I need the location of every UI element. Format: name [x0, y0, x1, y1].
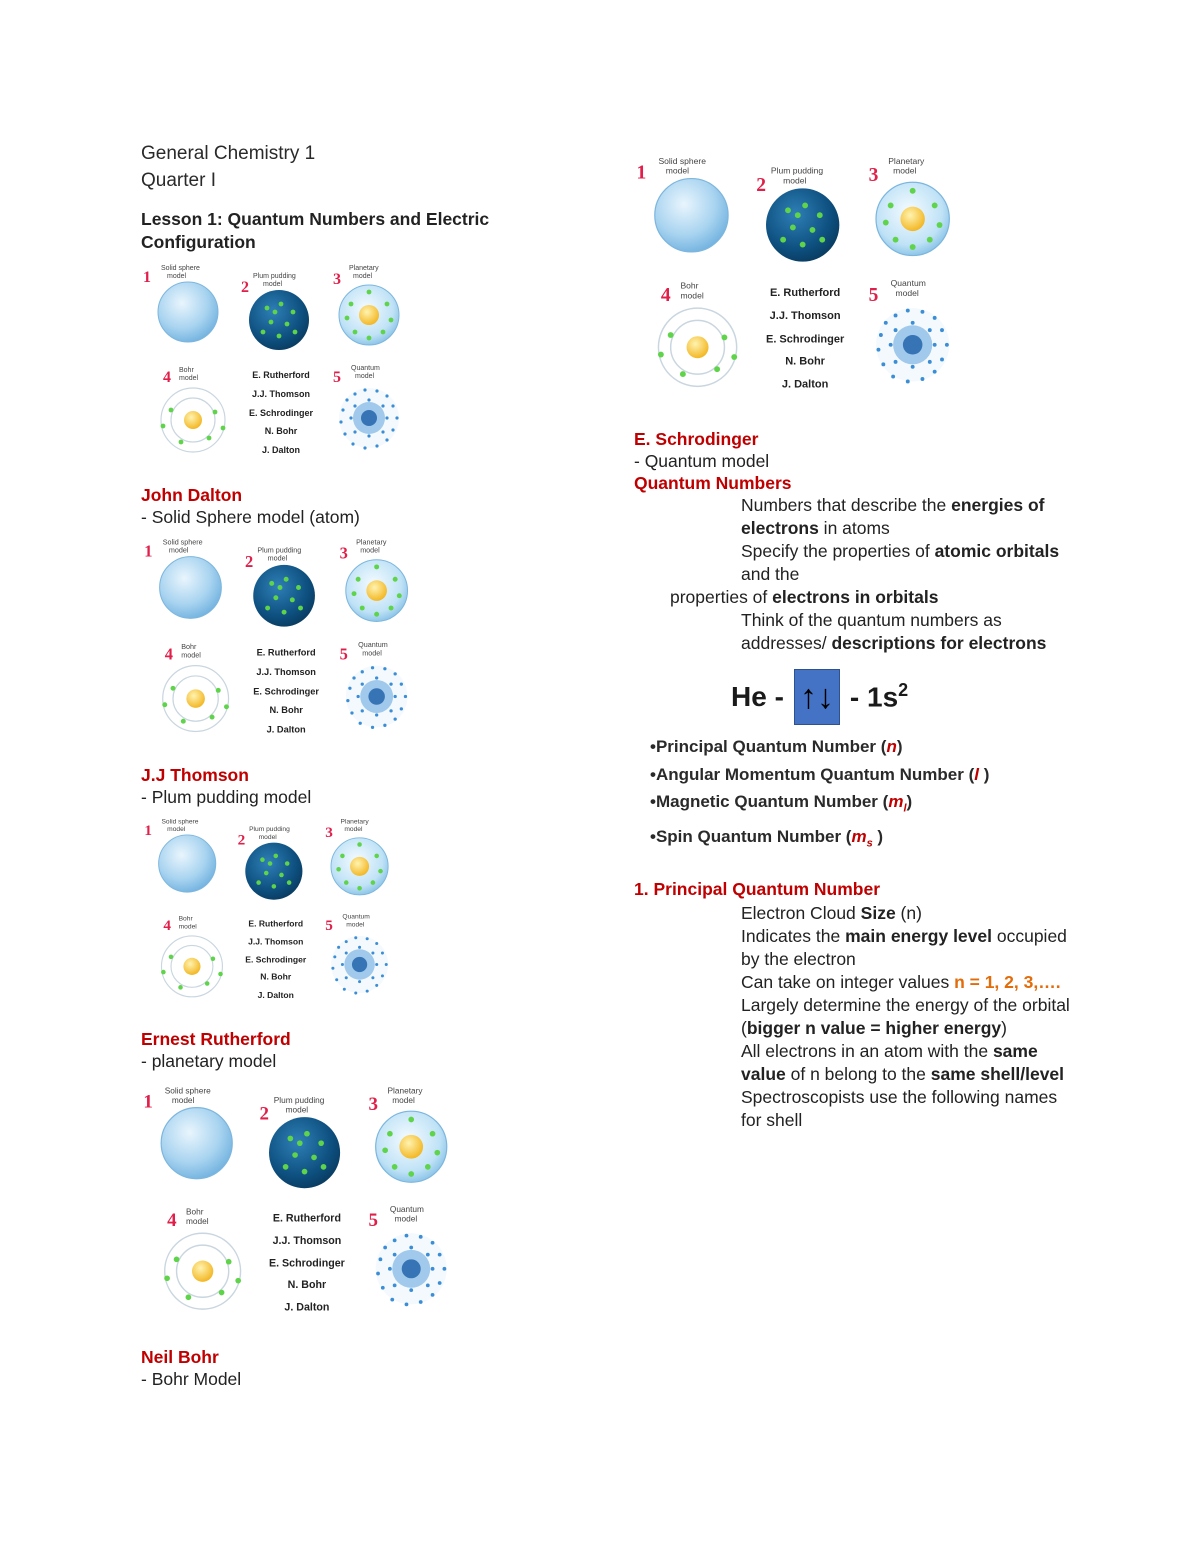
- pqn-item: Largely determine the energy of the orbital (bigger n value = higher energy): [741, 994, 1070, 1038]
- atom-models-image: [141, 1078, 461, 1334]
- list-item: •Magnetic Quantum Number $(m_l)$: [650, 792, 913, 815]
- section-heading: J.J Thomson: [141, 765, 249, 785]
- atom-models-figure: [141, 534, 571, 750]
- section-desc: - Quantum model: [634, 451, 770, 471]
- section-heading: John Dalton: [141, 485, 243, 505]
- quantum-number-list: [650, 733, 1074, 858]
- quantum-numbers-heading: Quantum Numbers: [634, 473, 792, 493]
- list-item: •Principal Quantum Number (n): [650, 737, 903, 756]
- atom-models-figure: [141, 1078, 571, 1334]
- lesson-title: Lesson 1: Quantum Numbers and Electric Configuration: [141, 209, 490, 252]
- atom-models-image: [634, 146, 964, 414]
- section-desc: - Bohr Model: [141, 1369, 242, 1389]
- pqn-item: Spectroscopists use the following names for shell: [741, 1086, 1058, 1130]
- qn-paragraph: properties of electrons in orbitals: [670, 587, 939, 607]
- list-item: •Angular Momentum Quantum Number (l ): [650, 764, 990, 784]
- atom-models-figure: [141, 814, 571, 1014]
- section-heading: E. Schrodinger: [634, 429, 759, 449]
- pqn-item: All electrons in an atom with the same value of n belong to the same shell/level: [741, 1040, 1065, 1084]
- section-heading: Neil Bohr: [141, 1347, 219, 1367]
- qn-paragraph: Numbers that describe the energies of electrons in atoms: [741, 495, 1045, 538]
- quarter-title: Quarter I: [141, 170, 216, 191]
- qn-paragraph: Think of the quantum numbers as addresses/ descriptions for electrons: [741, 610, 1047, 653]
- orbital-box: ↑↓: [794, 669, 840, 725]
- list-item: •Spin Quantum Number ($m_s$ ): [650, 826, 884, 850]
- he-label: He -: [731, 681, 784, 712]
- atom-models-figure: [634, 146, 1074, 414]
- pqn-item: Electron Cloud Size (n): [741, 902, 922, 923]
- atom-models-image: [141, 814, 401, 1014]
- he-config: - $1s^2$: [849, 680, 909, 713]
- atom-models-figure: [141, 260, 571, 470]
- pqn-item: Indicates the main energy level occupied by the electron: [741, 925, 1067, 969]
- section-desc: - Plum pudding model: [141, 787, 312, 807]
- principal-qn-heading: 1. Principal Quantum Number: [634, 878, 881, 899]
- qn-paragraph: Specify the properties of atomic orbitals and the: [741, 541, 1060, 584]
- section-heading: Ernest Rutherford: [141, 1029, 291, 1049]
- helium-configuration: [731, 665, 1074, 729]
- section-desc: - planetary model: [141, 1051, 277, 1071]
- pqn-item: Can take on integer values n = 1, 2, 3,….: [741, 971, 1061, 992]
- atom-models-image: [141, 260, 411, 470]
- section-desc: - Solid Sphere model (atom): [141, 507, 360, 527]
- course-title: General Chemistry 1: [141, 143, 316, 164]
- atom-models-image: [141, 534, 421, 750]
